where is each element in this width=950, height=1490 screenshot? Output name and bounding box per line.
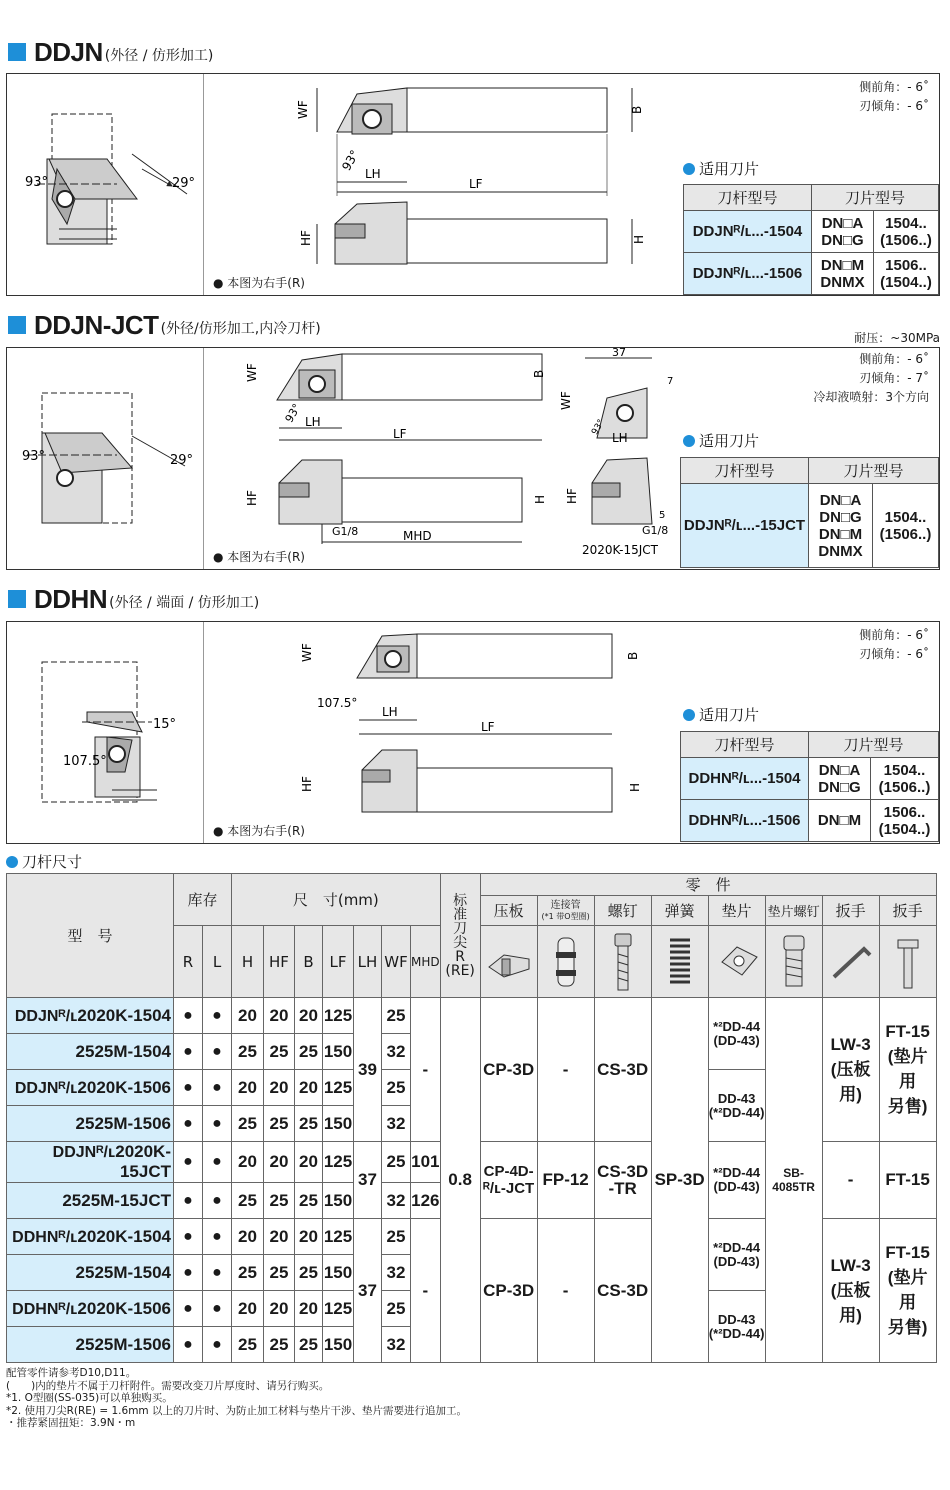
svg-text:WF: WF <box>296 100 310 119</box>
section-title-ddhn: DDHN (外径 / 端面 / 仿形加工) <box>8 585 259 613</box>
section-square-icon <box>8 590 26 608</box>
section-square-icon <box>8 43 26 61</box>
svg-text:HF: HF <box>565 488 579 504</box>
section-title-jct: DDJN-JCT (外径/仿形加工,内冷刀杆) <box>8 311 321 339</box>
svg-text:LH: LH <box>365 167 381 181</box>
svg-text:B: B <box>626 651 640 660</box>
svg-text:HF: HF <box>299 230 313 246</box>
table-title: 刀杆尺寸 <box>6 851 82 872</box>
svg-text:93°: 93° <box>22 449 46 464</box>
ddjn-panel <box>6 73 940 296</box>
ddhn-panel: 15° 107.5° WF B 107.5° LH LF HF H ● 本图为右手(R) 侧前角：- 6˚ 刃倾角：- 6˚ 适用刀片 刀杆型号 刀片型号 DDHNᴿ/ʟ...-1504 DN□A DN□G 1504.. (1506..) DDHNᴿ/ʟ...-1506 DN□M 1506.. (1504..) <box>6 621 940 844</box>
svg-text:15°: 15° <box>153 717 177 732</box>
svg-text:WF: WF <box>300 643 314 662</box>
shim-screw-icon <box>774 930 814 994</box>
ddhn-holder-drawing <box>207 622 657 842</box>
svg-text:H: H <box>628 782 642 792</box>
ddjn-holder-drawing <box>207 74 657 294</box>
svg-text:LF: LF <box>393 427 407 441</box>
svg-text:HF: HF <box>245 490 259 506</box>
angle-93: 93° <box>25 175 49 190</box>
ddhn-insert-title: 适用刀片 <box>683 704 759 725</box>
jct-angles-note: 侧前角：- 6˚ 刃倾角：- 7˚ 冷却液喷射：3个方向 <box>813 352 929 404</box>
jct-panel: 93° 29° WF B 93° LH LF HF H G1/8 MHD 37 7 WF LH 93° HF 5 G1/8 2020K-15JCT ● 本图为右手(R) 侧前角：- 6˚ 刃倾角：- 7˚ 冷却液喷射：3个方向 适用刀片 刀杆型号 刀片型号 DDJNᴿ/ʟ...-15JCT DN□A DN□G DN□M DNMX 1504.. (1506..) <box>6 347 940 570</box>
ddhn-angles-note: 侧前角：- 6˚ 刃倾角：- 6˚ <box>859 628 929 661</box>
svg-text:H: H <box>533 494 547 504</box>
svg-text:G1/8: G1/8 <box>642 524 669 537</box>
svg-text:LH: LH <box>612 431 628 445</box>
svg-text:HF: HF <box>300 776 314 792</box>
ddhn-workpiece-diagram <box>7 622 203 842</box>
section-code: DDJN <box>34 36 103 67</box>
svg-text:107.5°: 107.5° <box>317 696 358 710</box>
svg-text:MHD: MHD <box>403 529 432 543</box>
svg-text:LH: LH <box>305 415 321 429</box>
section-title-ddjn <box>8 38 213 66</box>
holder-dimension-table: 型 号 库存 尺 寸(mm) 标 准 刀 尖 R (RE) 零 件 压板 连接管 (*1 带O型圈) 螺钉 弹簧 垫片 垫片螺钉 扳手 扳手 R L H HF B LF LH WF MHD DDJNᴿ/ʟ2020K-1504 ● ● 20 20 20 125 39 25 - 0.8 CP-3D - CS-3D SP-3D *²DD-44 (DD-43) SB-4085TR LW-3 (压板用) FT-15 (垫片用 另售) 2525M-1504 ● ● 25 25 25 150 32 DDJNᴿ/ʟ2020K-1506 ● ● 20 20 20 125 25 DD-43 (*²DD-44) 2525M-1506 ● ● 25 25 25 150 32 DDJNᴿ/ʟ2020K-15JCT ● ● 20 20 20 125 37 25 101 CP-4D- ᴿ/ʟ-JCT FP-12 CS-3D -TR *²DD-44 (DD-43) - FT-15 2525M-15JCT ● ● 25 25 25 150 32 126 DDHNᴿ/ʟ2020K-1504 ● ● 20 20 20 125 37 25 - CP-3D - CS-3D *²DD-44 (DD-43) LW-3 (压板用) FT-15 (垫片用 另售) 2525M-1504 ● ● 25 25 25 150 32 DDHNᴿ/ʟ2020K-1506 ● ● 20 20 20 125 25 DD-43 (*²DD-44) 2525M-1506 ● ● 25 25 25 150 32 <box>6 873 937 1363</box>
svg-text:93°: 93° <box>282 401 304 425</box>
pressure-note: 耐压：~30MPa <box>854 331 940 345</box>
svg-text:29°: 29° <box>170 453 194 468</box>
jct-insert-title: 适用刀片 <box>683 430 759 451</box>
coupling-tube-icon <box>546 932 586 992</box>
angles-note: 侧前角：- 6˚ 刃倾角：- 6˚ <box>859 80 929 113</box>
torx-wrench-icon <box>888 932 928 992</box>
clamp-icon <box>484 937 534 987</box>
ddhn-insert-table: 刀杆型号 刀片型号 DDHNᴿ/ʟ...-1504 DN□A DN□G 1504.. (1506..) DDHNᴿ/ʟ...-1506 DN□M 1506.. (1504..) <box>680 731 939 842</box>
svg-text:7: 7 <box>667 376 674 387</box>
svg-text:G1/8: G1/8 <box>332 525 359 538</box>
right-hand-note: ● 本图为右手(R) <box>213 276 305 290</box>
svg-text:B: B <box>630 105 644 114</box>
screw-icon <box>603 930 643 994</box>
jct-workpiece-diagram <box>7 348 203 568</box>
svg-text:107.5°: 107.5° <box>63 754 107 769</box>
ddjn-insert-table: 刀杆型号 刀片型号 DDJNᴿ/ʟ...-1504 DN□A DN□G 1504.. (1506..) DDJNᴿ/ʟ...-1506 DN□M DNMX 1506.. (1504..) <box>683 184 939 295</box>
footnotes: 配管零件请参考D10,D11。 ( )内的垫片不属于刀杆附件。需要改变刀片厚度时、请另行购买。 *1. O型圈(SS-035)可以单独购买。 *2. 使用刀尖R(RE) = 1.6mm 以上的刀片时、为防止加工材料与垫片干涉、垫片需要进行追加工。 ・推荐紧固扭矩：3.9N・m <box>6 1367 467 1429</box>
shim-icon <box>712 937 762 987</box>
svg-text:H: H <box>632 234 646 244</box>
section-square-icon <box>8 316 26 334</box>
spring-icon <box>660 930 700 994</box>
svg-text:LH: LH <box>382 705 398 719</box>
svg-text:37: 37 <box>612 348 626 359</box>
section-desc: (外径 / 仿形加工) <box>104 48 214 64</box>
insert-title: 适用刀片 <box>683 158 759 179</box>
svg-text:B: B <box>532 369 546 378</box>
svg-text:WF: WF <box>559 391 573 410</box>
ddjn-workpiece-diagram <box>7 74 203 294</box>
angle-29: 29° <box>172 176 196 191</box>
jct-insert-table: 刀杆型号 刀片型号 DDJNᴿ/ʟ...-15JCT DN□A DN□G DN□M DNMX 1504.. (1506..) <box>680 457 939 568</box>
svg-text:93°: 93° <box>339 147 362 174</box>
svg-text:93°: 93° <box>590 418 607 437</box>
svg-text:LF: LF <box>469 177 483 191</box>
svg-text:2020K-15JCT: 2020K-15JCT <box>582 543 658 557</box>
svg-text:LF: LF <box>481 720 495 734</box>
svg-text:5: 5 <box>659 510 666 521</box>
hex-wrench-icon <box>826 937 876 987</box>
svg-text:WF: WF <box>245 363 259 382</box>
